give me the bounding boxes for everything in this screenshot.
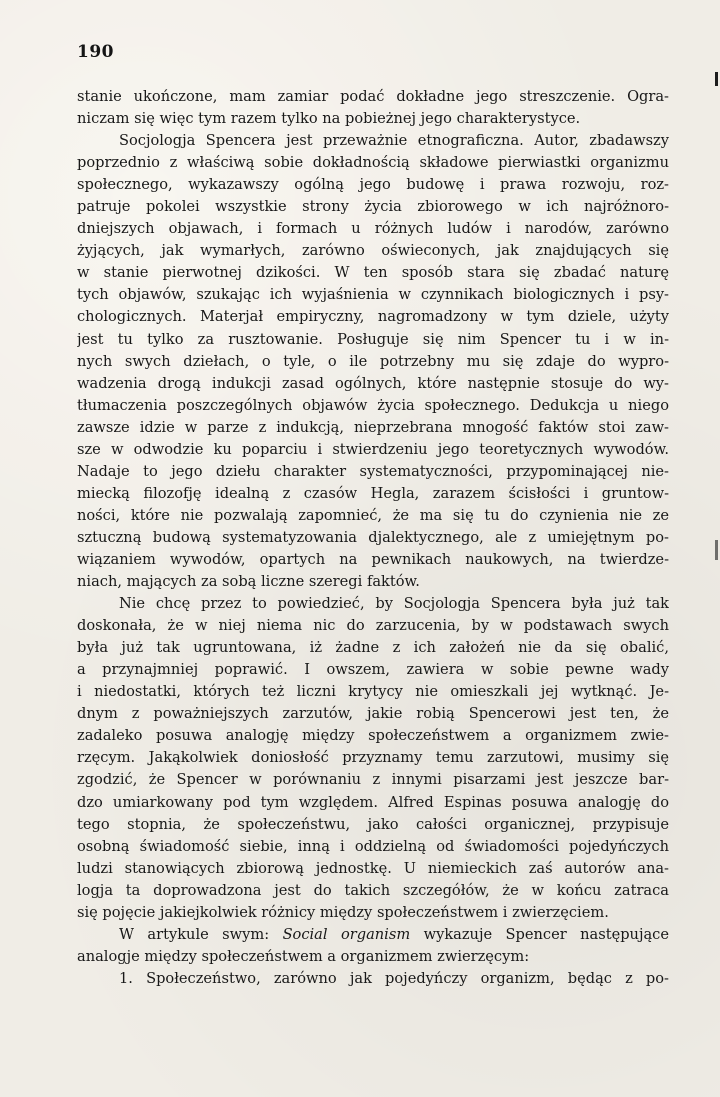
text-line: Nadaje to jego dziełu charakter systematyczności, przypominającej nie- bbox=[77, 462, 669, 480]
text-line: miecką filozofję idealną z czasów Hegla, zarazem ścisłości i gruntow- bbox=[77, 484, 669, 502]
text-line: sze w odwodzie ku poparciu i stwierdzeniu jego teoretycznych wywodów. bbox=[77, 440, 669, 458]
text-line: a przynajmniej poprawić. I owszem, zawiera w sobie pewne wady bbox=[77, 661, 669, 679]
body-text bbox=[77, 86, 669, 990]
article-title: Social organism bbox=[282, 925, 411, 943]
paragraph-start-line bbox=[77, 924, 669, 946]
text-line: dnym z poważniejszych zarzutów, jakie robią Spencerowi jest ten, że bbox=[77, 705, 669, 723]
text-line: stanie ukończone, mam zamiar podać dokładne jego streszczenie. Ogra- bbox=[77, 88, 669, 105]
text-line: tych objawów, szukając ich wyjaśnienia w czynnikach biologicznych i psy- bbox=[77, 286, 669, 304]
page-number: 190 bbox=[77, 42, 114, 62]
text-line: żyjących, jak wymarłych, zarówno oświeconych, jak znajdujących się bbox=[77, 242, 669, 260]
text-line: wiązaniem wywodów, opartych na pewnikach naukowych, na twierdze- bbox=[77, 550, 669, 568]
text-line: logja ta doprowadzona jest do takich szczegółów, że w końcu zatraca bbox=[77, 881, 669, 899]
text-line: ludzi stanowiących zbiorową jednostkę. U niemieckich zaś autorów ana- bbox=[77, 859, 669, 877]
scan-edge-mark bbox=[715, 540, 718, 560]
paragraph-start-line: 1. Społeczeństwo, zarówno jak pojedyńczy organizm, będąc z po- bbox=[119, 969, 669, 987]
scan-edge-mark bbox=[715, 72, 718, 86]
text-line: w stanie pierwotnej dzikości. W ten sposób stara się zbadać naturę bbox=[77, 264, 669, 282]
text-line: ności, które nie pozwalają zapomnieć, że ma się tu do czynienia nie ze bbox=[77, 506, 669, 524]
text-line: zawsze idzie w parze z indukcją, nieprzebrana mnogość faktów stoi zaw- bbox=[77, 418, 669, 436]
text-line: analogje między społeczeństwem a organizmem zwierzęcym: bbox=[77, 947, 530, 965]
text-line: nych swych dziełach, o tyle, o ile potrzebny mu się zdaje do wypro- bbox=[77, 352, 669, 370]
text-line: tłumaczenia poszczególnych objawów życia społecznego. Dedukcja u niego bbox=[77, 396, 669, 414]
text-line: chologicznych. Materjał empiryczny, nagromadzony w tym dziele, użyty bbox=[77, 308, 669, 326]
text-line: dzo umiarkowany pod tym względem. Alfred Espinas posuwa analogję do bbox=[77, 793, 669, 811]
text-line: sztuczną budową systematyzowania djalektycznego, ale z umiejętnym po- bbox=[77, 528, 669, 546]
text-line: zgodzić, że Spencer w porównaniu z innymi pisarzami jest jeszcze bar- bbox=[77, 771, 669, 789]
text-line: niach, mających za sobą liczne szeregi faktów. bbox=[77, 573, 420, 591]
text-line: patruje pokolei wszystkie strony życia zbiorowego w ich najróżnoro- bbox=[77, 198, 669, 216]
paragraph-start-line: Nie chcę przez to powiedzieć, by Socjologja Spencera była już tak bbox=[119, 595, 669, 613]
text-line: wadzenia drogą indukcji zasad ogólnych, które następnie stosuje do wy- bbox=[77, 374, 669, 392]
text-line: osobną świadomość siebie, inną i oddzielną od świadomości pojedyńczych bbox=[77, 837, 669, 855]
text-line: niczam się więc tym razem tylko na pobieżnej jego charakterystyce. bbox=[77, 110, 581, 128]
text-line: zadaleko posuwa analogję między społeczeństwem a organizmem zwie- bbox=[77, 727, 669, 745]
paragraph-start-line: Socjologja Spencera jest przeważnie etnograficzna. Autor, zbadawszy bbox=[119, 132, 669, 150]
text-line: poprzednio z właściwą sobie dokładnością składowe pierwiastki organizmu bbox=[77, 154, 669, 172]
text-line: rzęcym. Jakąkolwiek doniosłość przyznamy temu zarzutowi, musimy się bbox=[77, 749, 669, 767]
text-line: doskonała, że w niej niema nic do zarzucenia, by w podstawach swych bbox=[77, 617, 669, 635]
text-line: się pojęcie jakiejkolwiek różnicy między społeczeństwem i zwierzęciem. bbox=[77, 903, 609, 921]
text-line: społecznego, wykazawszy ogólną jego budowę i prawa rozwoju, roz- bbox=[77, 176, 669, 194]
text-segment: W artykule swym: bbox=[119, 925, 283, 943]
text-segment: wykazuje Spencer następujące bbox=[410, 925, 669, 943]
text-line: tego stopnia, że społeczeństwu, jako całości organicznej, przypisuje bbox=[77, 815, 669, 833]
text-line: i niedostatki, których też liczni krytycy nie omieszkali jej wytknąć. Je- bbox=[77, 683, 669, 701]
text-line: była już tak ugruntowana, iż żadne z ich założeń nie da się obalić, bbox=[77, 639, 669, 657]
text-line: dniejszych objawach, i formach u różnych ludów i narodów, zarówno bbox=[77, 220, 669, 238]
text-line: jest tu tylko za rusztowanie. Posługuje się nim Spencer tu i w in- bbox=[77, 330, 669, 348]
